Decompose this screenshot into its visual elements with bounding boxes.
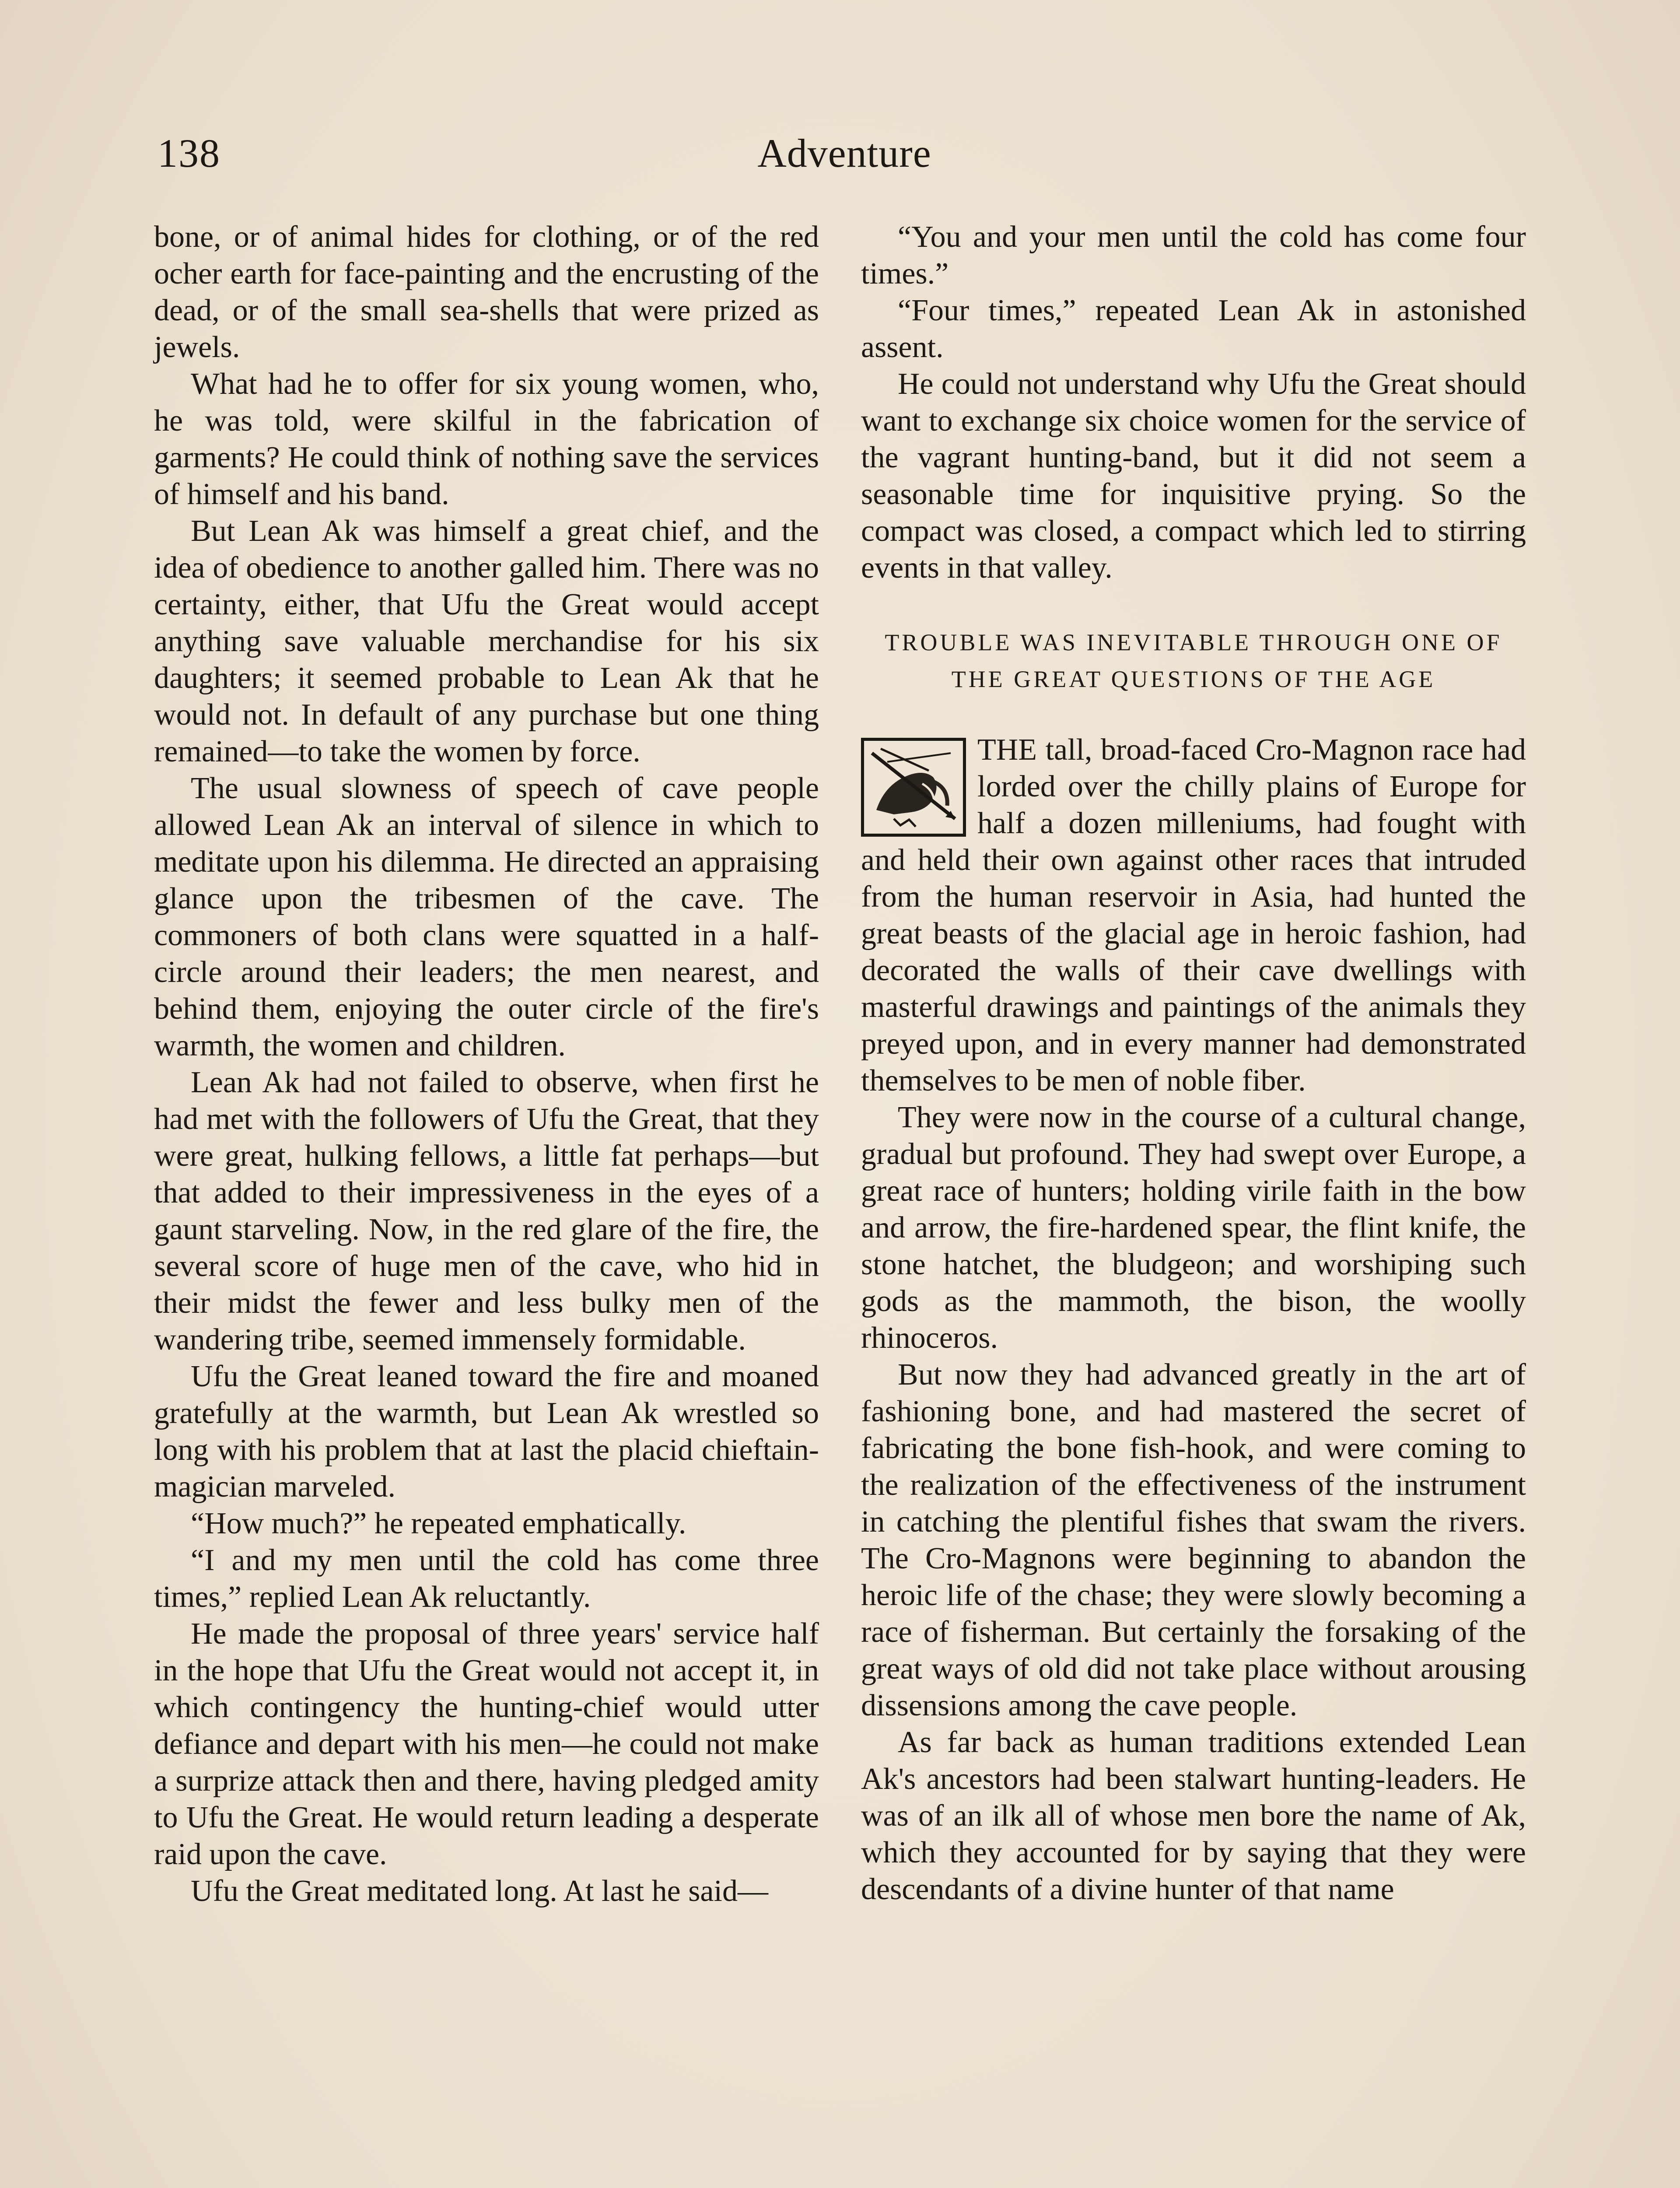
- right-column: [861, 219, 1526, 1908]
- paragraph: “I and my men until the cold has come three times,” replied Lean Ak reluctantly.: [154, 1543, 819, 1614]
- drop-cap-illustration-icon: [868, 744, 959, 830]
- paragraph: bone, or of animal hides for clothing, or of the red ocher earth for face-painting and the encrusting of the dead, or of the small sea-shells that were prized as jewels.: [154, 220, 819, 364]
- paragraph: He made the proposal of three years' service half in the hope that Ufu the Great would not accept it, in which contingency the hunting-chief would utter defiance and depart with his men—he could not make a surprize attack then and there, having pledged amity to Ufu the Great. He would return leading a desperate raid upon the cave.: [154, 1617, 819, 1871]
- page-number: 138: [158, 131, 220, 175]
- paragraph: Ufu the Great meditated long. At last he said—: [191, 1874, 768, 1908]
- paragraph: “Four times,” repeated Lean Ak in astonished assent.: [861, 294, 1526, 364]
- paragraph: He could not understand why Ufu the Great should want to exchange six choice women for the service of the vagrant hunting-band, but it did not seem a seasonable time for inquisitive prying. So the compact was closed, a compact which led to stirring events in that valley.: [861, 367, 1526, 585]
- paragraph: What had he to offer for six young women, who, he was told, were skilful in the fabrication of garments? He could think of nothing save the services of himself and his band.: [154, 367, 819, 511]
- paragraph: The usual slowness of speech of cave people allowed Lean Ak an interval of silence in which to meditate upon his dilemma. He directed an appraising glance upon the tribesmen of the cave. The commoners of both clans were squatted in a half-circle around their leaders; the men nearest, and behind them, enjoying the outer circle of the fire's warmth, the women and children.: [154, 771, 819, 1062]
- paragraph: “How much?” he repeated emphatically.: [191, 1507, 686, 1540]
- mammoth-spear-illustration-icon: [861, 738, 966, 837]
- paragraph: But Lean Ak was himself a great chief, and the idea of obedience to another galled him. There was no certainty, either, that Ufu the Great would accept anything save valuable merchandise for his six daughters; it seemed probable to Lean Ak that he would not. In default of any purchase but one thing remained—to take the women by force.: [154, 514, 819, 768]
- paragraph: THE tall, broad-faced Cro-Magnon race had lorded over the chilly plains of Europe for half a dozen milleniums, had fought with and held their own against other races that intruded from the human reservoir in Asia, had hunted the great beasts of the glacial age in heroic fashion, had decorated the walls of their cave dwellings with masterful drawings and paintings of the animals they preyed upon, and in every manner had demonstrated themselves to be men of noble fiber.: [861, 733, 1526, 1098]
- paragraph: Lean Ak had not failed to observe, when first he had met with the followers of Ufu the Great, that they were great, hulking fellows, a little fat perhaps—but that added to their impressiveness in the eyes of a gaunt starveling. Now, in the red glare of the fire, the several score of huge men of the cave, who hid in their midst the fewer and less bulky men of the wandering tribe, seemed immensely formidable.: [154, 1066, 819, 1357]
- paragraph: Ufu the Great leaned toward the fire and moaned gratefully at the warmth, but Lean Ak wrestled so long with his problem that at last the placid chieftain-magician marveled.: [154, 1360, 819, 1504]
- running-title: Adventure: [757, 131, 931, 175]
- left-column: [154, 219, 819, 1910]
- section-heading: TROUBLE WAS INEVITABLE THROUGH ONE OF THE GREAT QUESTIONS OF THE AGE: [885, 629, 1502, 692]
- paragraph: “You and your men until the cold has come four times.”: [861, 220, 1526, 291]
- page-header: [158, 123, 1531, 184]
- paragraph: As far back as human traditions extended Lean Ak's ancestors had been stalwart hunting-leaders. He was of an ilk all of whose men bore the name of Ak, which they accounted for by saying that they were descendants of a divine hunter of that name: [861, 1725, 1526, 1906]
- paragraph: But now they had advanced greatly in the art of fashioning bone, and had mastered the secret of fabricating the bone fish-hook, and were coming to the realization of the effectiveness of the instrument in catching the plentiful fishes that swam the rivers. The Cro-Magnons were beginning to abandon the heroic life of the chase; they were slowly becoming a race of fisherman. But certainly the forsaking of the great ways of old did not take place without arousing dissensions among the cave people.: [861, 1358, 1526, 1722]
- paragraph: They were now in the course of a cultural change, gradual but profound. They had swept over Europe, a great race of hunters; holding virile faith in the bow and arrow, the fire-hardened spear, the flint knife, the stone hatchet, the bludgeon; and worshiping such gods as the mammoth, the bison, the woolly rhinoceros.: [861, 1101, 1526, 1355]
